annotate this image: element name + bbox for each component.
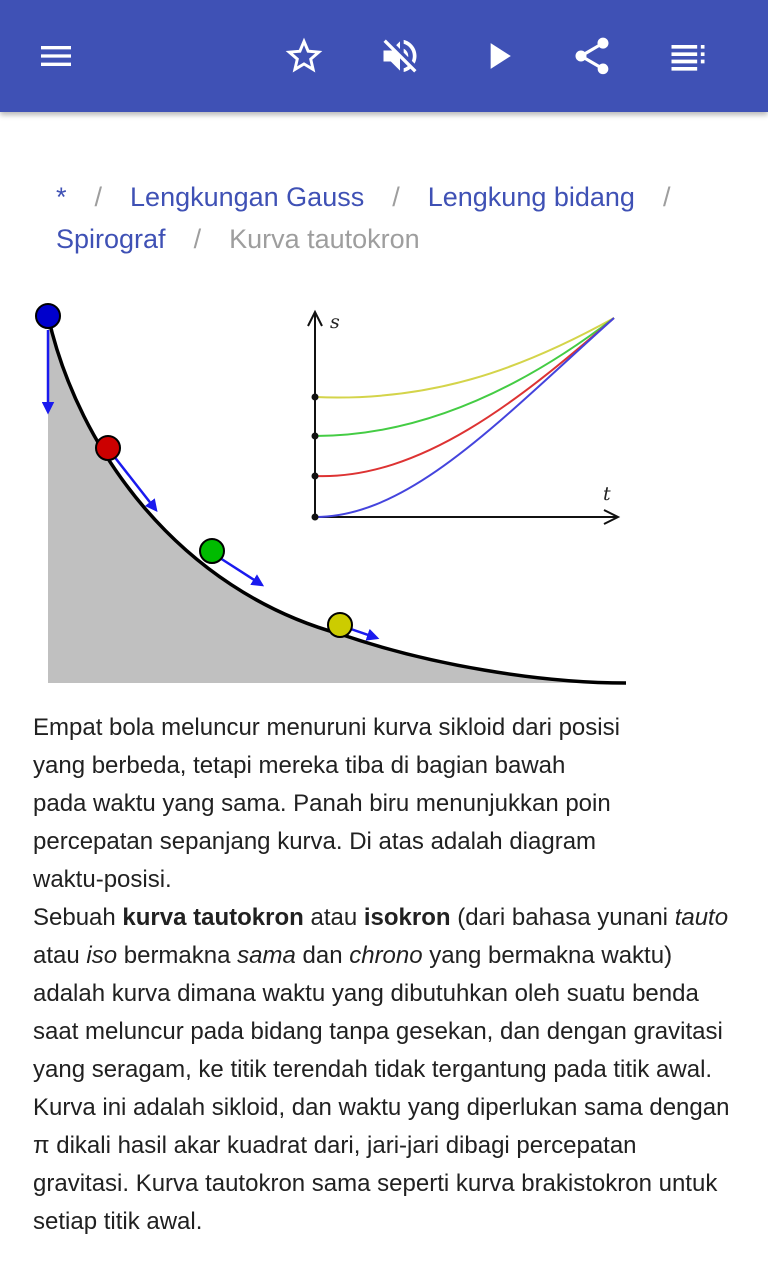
term-isokron: isokron	[363, 904, 451, 931]
start-point	[312, 433, 319, 440]
toc-button[interactable]	[660, 28, 716, 84]
breadcrumb	[56, 176, 736, 260]
t-axis-label: t	[603, 483, 611, 505]
breadcrumb-separator: /	[193, 224, 202, 254]
article-content	[33, 709, 733, 1241]
article-paragraph: Sebuah kurva tautokron atau isokron (dari bahasa yunani tauto atau iso bermakna sama dan chrono yang bermakna waktu) adalah kurva dimana waktu yang dibutuhkan oleh suatu benda saat meluncur pada bidang tanpa gesekan, dan dengan gravitasi yang seragam, ke titik terendah tidak tergantung pada titik awal. Kurva ini adalah sikloid, dan waktu yang diperlukan sama dengan π dikali hasil akar kuadrat dari, jari-jari dibagi percepatan gravitasi. Kurva tautokron sama seperti kurva brakistokron untuk setiap titik awal.	[33, 904, 730, 1235]
breadcrumb-current: Kurva tautokron	[229, 224, 420, 254]
playlist-menu-icon	[666, 34, 710, 78]
figure-caption: Empat bola meluncur menuruni kurva sikloid dari posisi yang berbeda, tetapi mereka tiba di bagian bawah pada waktu yang sama. Panah biru menunjukkan poin percepatan sepanjang kurva. Di atas adalah diagram waktu-posisi.	[33, 714, 620, 893]
ball-yellow	[328, 613, 352, 637]
hamburger-menu-icon	[36, 36, 76, 76]
breadcrumb-link-lengkungan-gauss[interactable]: Lengkungan Gauss	[130, 182, 365, 212]
breadcrumb-separator: /	[94, 182, 103, 212]
share-button[interactable]	[564, 28, 620, 84]
menu-button[interactable]	[28, 28, 84, 84]
curve-green	[315, 318, 614, 436]
volume-off-icon	[378, 34, 422, 78]
time-position-diagram	[308, 311, 618, 524]
start-point	[312, 394, 319, 401]
breadcrumb-link-lengkung-bidang[interactable]: Lengkung bidang	[427, 182, 635, 212]
breadcrumb-separator: /	[662, 182, 671, 212]
tautochrone-figure	[0, 290, 768, 700]
breadcrumb-link-spirograf[interactable]: Spirograf	[56, 224, 166, 254]
breadcrumb-separator: /	[392, 182, 400, 212]
favorite-button[interactable]	[276, 28, 332, 84]
play-icon	[476, 34, 520, 78]
ball-blue	[36, 304, 60, 328]
ball-red	[96, 436, 120, 460]
share-icon	[570, 34, 614, 78]
s-axis-label: s	[330, 311, 340, 333]
start-point	[312, 514, 319, 521]
app-toolbar	[0, 0, 768, 112]
play-button[interactable]	[470, 28, 526, 84]
term-tautokron: kurva tautokron	[122, 904, 304, 931]
mute-button[interactable]	[372, 28, 428, 84]
curve-blue	[315, 318, 614, 517]
breadcrumb-link-home[interactable]: *	[56, 182, 67, 212]
star-outline-icon	[282, 34, 326, 78]
start-point	[312, 473, 319, 480]
ball-green	[200, 539, 224, 563]
tautochrone-diagram	[0, 290, 768, 700]
